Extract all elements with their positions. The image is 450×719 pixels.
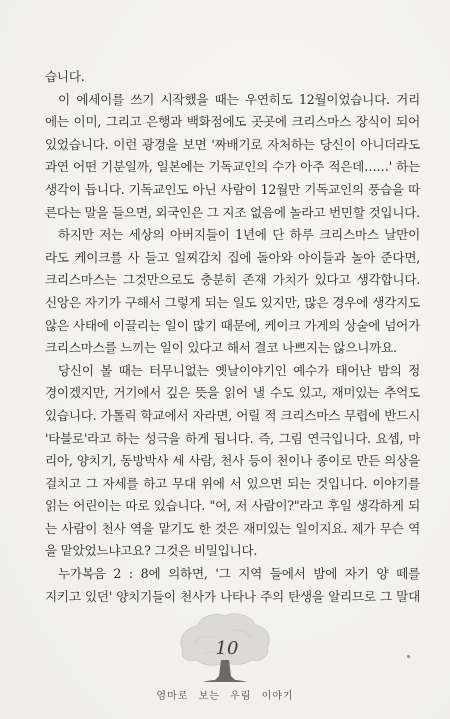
text-line: 있었습니다. 이런 광경을 보면 '짜배기로 자처하는 당신이 아니더라도 [45, 136, 420, 152]
text-line: 않은 사태에 이끌리는 일이 많기 때문에, 케이크 가게의 상술에 넘어가 [45, 317, 420, 333]
text-line: 경이겠지만, 거기에서 깊은 뜻을 읽어 낼 수도 있고, 재미있는 추억도 [45, 385, 420, 401]
bleed-through-text [312, 521, 422, 551]
text-line: 는 사람이 천사 역을 맡기도 한 것은 재미있는 일이지요. 제가 무슨 역 [45, 520, 420, 536]
text-line: 크리스마스를 느끼는 일이 있다고 해서 결코 나쁘지는 않으니까요. [45, 340, 397, 356]
text-line: 당신이 볼 때는 터무니없는 옛날이야기인 예수가 태어난 밤의 정 [58, 362, 420, 378]
page-footer [0, 610, 450, 710]
text-line: 지키고 있던' 양치기들이 천사가 나타나 주의 탄생을 알리므로 그 말대 [45, 588, 420, 604]
running-title: 엄마로 보는 우림 이야기 [156, 691, 294, 702]
text-line: 읽는 어린이는 따로 있습니다. "어, 저 사람이?"라고 후일 생각하게 되 [45, 498, 420, 514]
text-line: 라도 케이크를 사 들고 일찌감치 집에 돌아와 아이들과 놀아 준다면, [45, 249, 420, 265]
text-line: 과연 어떤 기분일까, 일본에는 기독교인의 수가 아주 적은데……' 하는 [45, 159, 420, 175]
paper-speck [407, 655, 410, 658]
text-line: 에는 이미, 그리고 은행과 백화점에도 곳곳에 크리스마스 장식이 되어 [45, 114, 420, 130]
text-line: 크리스마스는 그것만으로도 충분히 존재 가치가 있다고 생각합니다. [45, 272, 420, 288]
text-line: 걸치고 그 자세를 하고 무대 위에 서 있으면 되는 것입니다. 이야기를 [45, 475, 420, 491]
text-line: '타블로'라고 하는 성극을 하게 됩니다. 즉, 그림 연극입니다. 요셉, 마 [45, 430, 420, 446]
text-line: 생각이 듭니다. 기독교인도 아닌 사람이 12월만 기독교인의 풍습을 따 [45, 181, 420, 197]
text-line: 을 맡았었느냐고요? 그것은 비밀입니다. [45, 543, 258, 559]
text-line: 있습니다. 가톨릭 학교에서 자라면, 어릴 적 크리스마스 무렵에 반드시 [45, 407, 420, 423]
text-line: 신앙은 자기가 구해서 그렇게 되는 일도 있지만, 많은 경우에 생각지도 [45, 294, 420, 310]
text-line: 른다는 말을 들으면, 외국인은 그 지조 없음에 놀라고 번민할 것입니다. [45, 204, 420, 220]
text-line: 습니다. [45, 69, 85, 84]
text-line: 누가복음 2 : 8에 의하면, '그 지역 들에서 밤에 자기 양 떼를 [58, 566, 420, 582]
text-line: 리아, 양치기, 동방박사 세 사람, 천사 등이 천이나 종이로 만든 의상을 [45, 453, 420, 469]
text-line: 이 에세이를 쓰기 시작했을 때는 우연히도 12월이었습니다. 거리 [58, 91, 420, 107]
page-number: 10 [215, 638, 239, 659]
text-line: 하지만 저는 세상의 아버지들이 1년에 단 하루 크리스마스 날만이 [58, 227, 420, 243]
